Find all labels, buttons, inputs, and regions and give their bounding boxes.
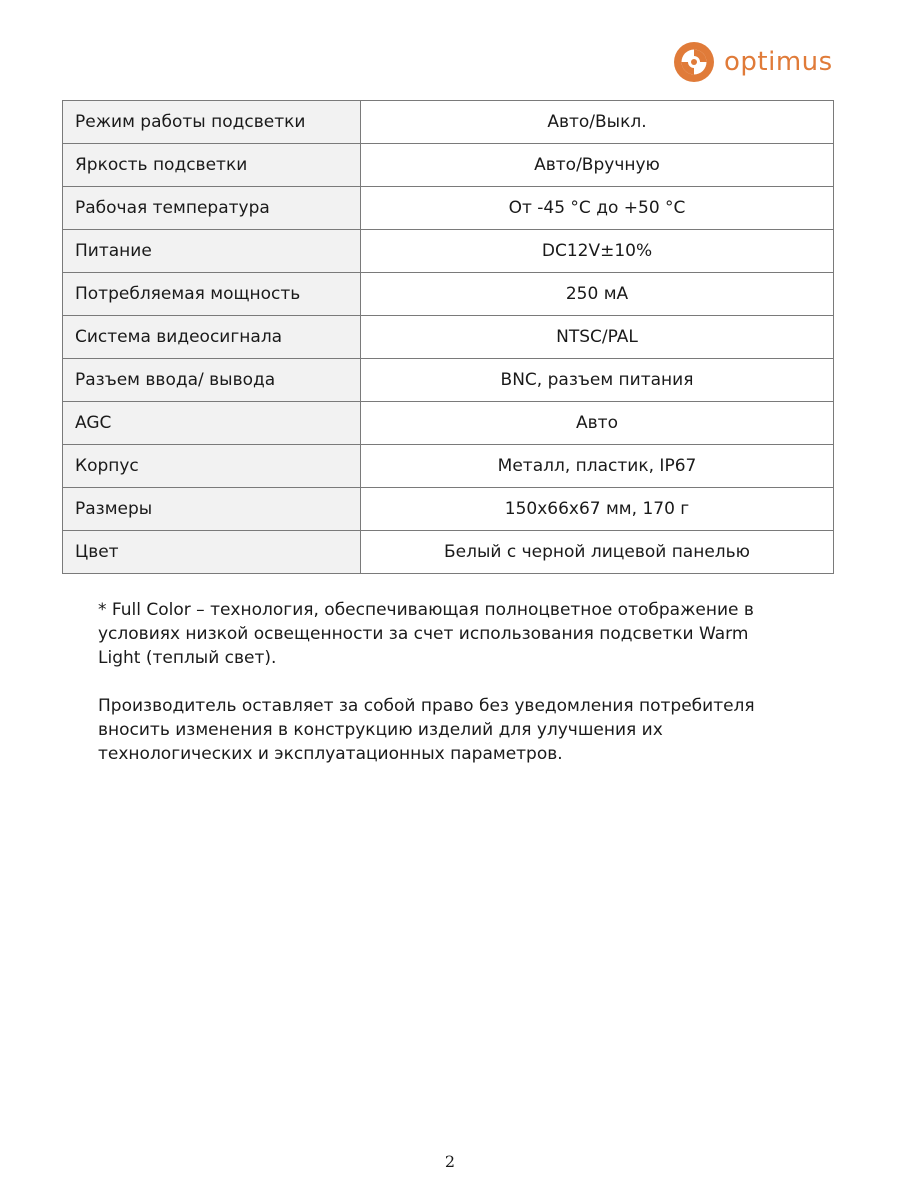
table-row: [63, 316, 834, 359]
spec-value-cell: Авто: [361, 402, 834, 445]
spec-table-body: [63, 101, 834, 574]
spec-param-cell: AGC: [63, 402, 361, 445]
brand-logo: [672, 40, 833, 84]
spec-value-cell: Металл, пластик, IP67: [361, 445, 834, 488]
spec-param-cell: Питание: [63, 230, 361, 273]
table-row: [63, 531, 834, 574]
table-row: [63, 187, 834, 230]
table-row: [63, 144, 834, 187]
table-row: [63, 273, 834, 316]
spec-value-cell: Белый с черной лицевой панелью: [361, 531, 834, 574]
spec-param-cell: Потребляемая мощность: [63, 273, 361, 316]
spec-param-cell: Система видеосигнала: [63, 316, 361, 359]
spec-value-cell: Авто/Выкл.: [361, 101, 834, 144]
spec-param-cell: Цвет: [63, 531, 361, 574]
spec-value-cell: 250 мА: [361, 273, 834, 316]
brand-name: optimus: [724, 47, 833, 77]
table-row: [63, 101, 834, 144]
spec-value-cell: Авто/Вручную: [361, 144, 834, 187]
spec-table: [62, 100, 834, 574]
spec-value-cell: DC12V±10%: [361, 230, 834, 273]
spec-param-cell: Корпус: [63, 445, 361, 488]
page-number: 2: [444, 1152, 456, 1171]
spec-value-cell: 150x66x67 мм, 170 г: [361, 488, 834, 531]
manufacturer-disclaimer: Производитель оставляет за собой право без уведомления потребителя вносить изменения в конструкцию изделий для улучшения их технологических и эксплуатационных параметров.: [98, 696, 755, 764]
spec-param-cell: Разъем ввода/ вывода: [63, 359, 361, 402]
spec-param-cell: Яркость подсветки: [63, 144, 361, 187]
table-row: [63, 402, 834, 445]
spec-param-cell: Режим работы подсветки: [63, 101, 361, 144]
full-color-footnote: * Full Color – технология, обеспечивающая полноцветное отображение в условиях низкой освещенности за счет использования подсветки Warm Light (теплый свет).: [98, 600, 754, 668]
notes-section: [98, 598, 788, 790]
spec-param-cell: Рабочая температура: [63, 187, 361, 230]
optimus-logo-icon: [672, 40, 716, 84]
spec-value-cell: BNC, разъем питания: [361, 359, 834, 402]
table-row: [63, 445, 834, 488]
spec-value-cell: NTSC/PAL: [361, 316, 834, 359]
table-row: [63, 230, 834, 273]
table-row: [63, 488, 834, 531]
table-row: [63, 359, 834, 402]
spec-value-cell: От -45 °C до +50 °C: [361, 187, 834, 230]
spec-param-cell: Размеры: [63, 488, 361, 531]
